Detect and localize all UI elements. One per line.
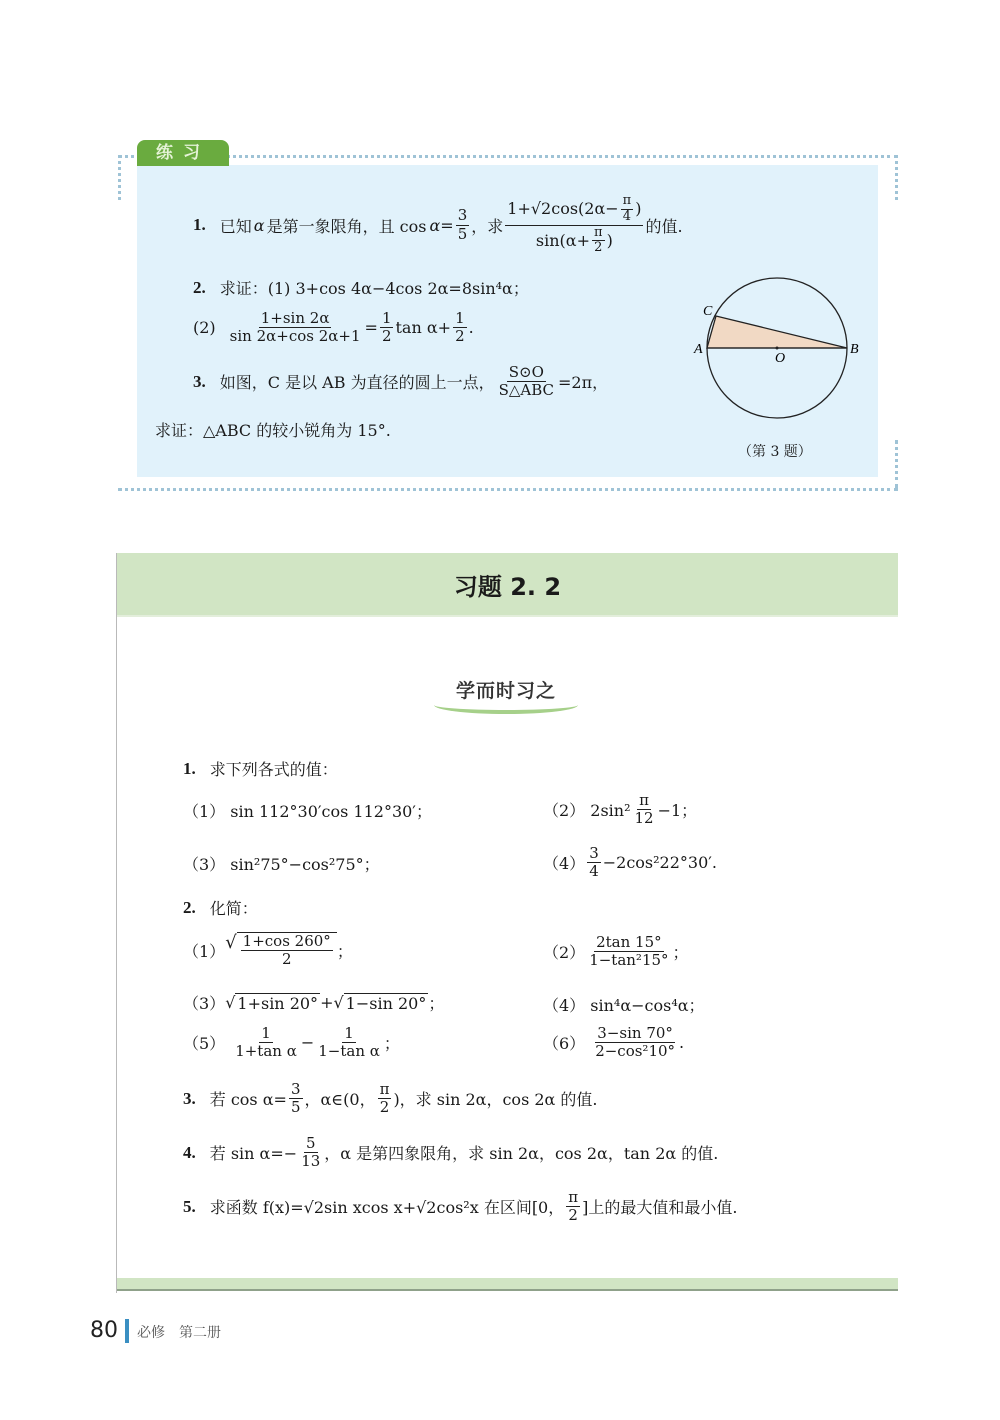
exercise-2-item-3: （3） √ 1+sin 20° + √ 1−sin 20° ； (183, 992, 445, 1013)
practice-tab-label: 练习 (137, 140, 229, 166)
label-a: A (694, 342, 703, 357)
exercise-question-3: 3. 若 cos α= $\frac{3}{5}$ ，α∈(0， $\frac{\pi}{2}$ )，求 sin 2α，cos 2α 的值. (183, 1080, 598, 1117)
exercise-question-1: 1. 求下列各式的值： (183, 758, 338, 779)
practice-border-left-top (118, 155, 121, 200)
exercise-2-item-6: （6） $\frac{3-\sin 70^\circ}{\text{2−cos²10°}}$ . (543, 1024, 685, 1061)
exercise-1-item-3: （3） sin²75°−cos²75°； (183, 855, 380, 874)
circle-figure (690, 270, 890, 430)
label-b: B (850, 342, 859, 357)
exercise-2-item-2: （2） $\frac{2\tan 15^\circ}{\text{1−tan²15°}}$ ； (543, 933, 689, 970)
practice-question-1: 1. 已知 α 是第一象限角，且 cos α = $\frac{3}{5}$ ，求 1+√2cos(2α− $\frac{\pi}{4}$ ) sin(α+ $\frac{\pi}{2}$ ) 的值. (193, 192, 683, 256)
book-title: 必修 第二册 (137, 1325, 221, 1341)
practice-border-right-bottom (895, 440, 898, 488)
practice-question-3: 3. 如图，C 是以 AB 为直径的圆上一点， $\frac{S⊙O}{\text{S△ABC}}$ =2π， (193, 363, 609, 400)
triangle-abc (707, 316, 847, 348)
center-point (776, 347, 779, 350)
exercise-2-item-1: （1） √ $\frac{1+\cos 260^\circ}{2}$ ； (183, 932, 353, 969)
exercise-1-item-4: （4） $\frac{3}{4}$ −2cos²22°30′. (543, 844, 717, 881)
practice-question-2: 2. 求证：(1) 3+cos 4α−4cos 2α=8sin⁴α； (193, 277, 529, 298)
exercise-2-item-4: （4） sin⁴α−cos⁴α； (543, 996, 705, 1015)
practice-border-top (118, 155, 898, 158)
practice-border-right-top (895, 155, 898, 200)
exercises-frame-left (116, 553, 117, 1293)
exercises-title: 习题 2. 2 (453, 573, 562, 601)
page-divider (125, 1319, 129, 1343)
practice-question-2-part-2: (2) $\frac{1+\sin 2\alpha}{\sin 2\alpha+\cos 2\alpha+1}$ = $\frac{1}{2}$ tan α+ $\frac{1}{2}$ . (193, 309, 474, 346)
exercises-header (117, 553, 898, 617)
label-c: C (703, 304, 713, 319)
page-number: 80 (90, 1318, 118, 1343)
learn-badge: 学而时习之 (430, 672, 582, 712)
exercise-1-item-1: （1） sin 112°30′cos 112°30′； (183, 802, 432, 821)
exercise-question-2: 2. 化简： (183, 897, 258, 918)
exercise-2-item-5: （5） $\frac{1}{\text{1+tan α}}$ − $\frac{1}{\text{1−tan α}}$ ； (183, 1024, 400, 1061)
figure-caption: （第 3 题） (738, 444, 812, 460)
exercise-question-5: 5. 求函数 f(x)=√2sin xcos x+√2cos²x 在区间[0， $\frac{\pi}{2}$ ]上的最大值和最小值. (183, 1188, 738, 1225)
exercise-question-4: 4. 若 sin α=− $\frac{5}{13}$ ，α 是第四象限角，求 sin 2α，cos 2α，tan 2α 的值. (183, 1134, 719, 1171)
practice-q1-big-fraction: 1+√2cos(2α− $\frac{\pi}{4}$ ) sin(α+ $\frac{\pi}{2}$ ) (507, 192, 642, 256)
practice-border-bottom (118, 488, 898, 491)
exercises-footer-bar (117, 1278, 898, 1291)
fraction-3-5: $\frac{3}{5}$ (457, 206, 468, 243)
practice-question-3-line-2: 求证：△ABC 的较小锐角为 15°. (155, 421, 391, 440)
label-o: O (775, 351, 786, 366)
exercise-1-item-2: （2） 2sin² $\frac{\pi}{12}$ −1； (543, 791, 698, 828)
